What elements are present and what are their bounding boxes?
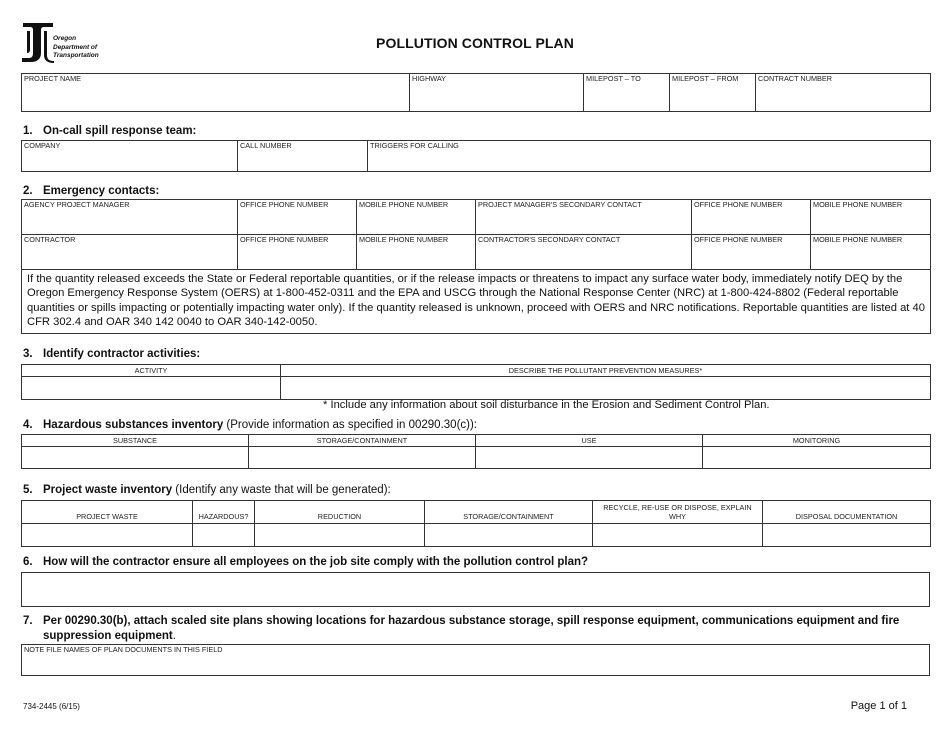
- milepost-from-field[interactable]: MILEPOST – FROM: [670, 74, 756, 112]
- recycle-cell[interactable]: [593, 524, 763, 547]
- section-2-number: 2.: [23, 185, 33, 197]
- contractor-office-phone-field[interactable]: OFFICE PHONE NUMBER: [238, 235, 357, 270]
- pm-office-phone-field[interactable]: OFFICE PHONE NUMBER: [238, 200, 357, 235]
- section-1-heading: [23, 125, 196, 137]
- call-number-field[interactable]: CALL NUMBER: [238, 141, 368, 172]
- contract-number-field[interactable]: CONTRACT NUMBER: [756, 74, 931, 112]
- section-2-heading: [23, 185, 159, 197]
- hazardous-cell[interactable]: [193, 524, 255, 547]
- contractor-secondary-contact-field[interactable]: CONTRACTOR'S SECONDARY CONTACT: [476, 235, 692, 270]
- triggers-field[interactable]: TRIGGERS FOR CALLING: [368, 141, 931, 172]
- monitoring-header: MONITORING: [703, 435, 931, 447]
- use-cell[interactable]: [476, 447, 703, 469]
- section-3-title: Identify contractor activities:: [43, 348, 201, 360]
- emergency-contacts-table: [21, 199, 931, 334]
- storage-cell[interactable]: [249, 447, 476, 469]
- section-5-heading: [23, 484, 391, 496]
- compliance-answer-field[interactable]: [21, 572, 930, 607]
- project-info-table: [21, 73, 931, 112]
- logo-line2: Department of: [53, 43, 98, 51]
- section-4-title: Hazardous substances inventory: [43, 419, 224, 431]
- activity-header: ACTIVITY: [22, 365, 281, 377]
- hazardous-substances-table: [21, 434, 931, 469]
- section-5-title: Project waste inventory: [43, 484, 173, 496]
- pm-secondary-mobile-phone-field[interactable]: MOBILE PHONE NUMBER: [811, 200, 931, 235]
- section-6-title: How will the contractor ensure all employees on the job site comply with the pollution control plan?: [43, 556, 589, 568]
- pm-secondary-contact-field[interactable]: PROJECT MANAGER'S SECONDARY CONTACT: [476, 200, 692, 235]
- section-7-number: 7.: [23, 615, 33, 627]
- logo-line1: Oregon: [53, 35, 77, 42]
- reduction-header: REDUCTION: [255, 501, 425, 524]
- section-3-heading: [23, 348, 200, 360]
- soil-disturbance-footnote: * Include any information about soil disturbance in the Erosion and Sediment Control Plan.: [323, 399, 770, 411]
- waste-storage-header: STORAGE/CONTAINMENT: [425, 501, 593, 524]
- section-4-heading: [23, 419, 477, 431]
- section-5-subtitle: (Identify any waste that will be generated):: [172, 484, 391, 496]
- use-header: USE: [476, 435, 703, 447]
- section-2-title: Emergency contacts:: [43, 185, 160, 197]
- milepost-to-field[interactable]: MILEPOST – TO: [584, 74, 670, 112]
- disposal-documentation-header: DISPOSAL DOCUMENTATION: [763, 501, 931, 524]
- section-4-subtitle: (Provide information as specified in 00290.30(c)):: [223, 419, 477, 431]
- section-3-number: 3.: [23, 348, 33, 360]
- company-field[interactable]: COMPANY: [22, 141, 238, 172]
- contractor-activities-table: [21, 364, 931, 400]
- contractor-secondary-mobile-phone-field[interactable]: MOBILE PHONE NUMBER: [811, 235, 931, 270]
- section-4-number: 4.: [23, 419, 33, 431]
- activity-cell[interactable]: [22, 377, 281, 400]
- contractor-mobile-phone-field[interactable]: MOBILE PHONE NUMBER: [357, 235, 476, 270]
- section-1-title: On-call spill response team:: [43, 125, 197, 137]
- section-7-heading: 7. Per 00290.30(b), attach scaled site plans showing locations for hazardous substance storage, spill response equipment, communications equipment and fire suppression equipment.: [23, 615, 900, 642]
- waste-storage-cell[interactable]: [425, 524, 593, 547]
- disposal-documentation-cell[interactable]: [763, 524, 931, 547]
- form-title: POLLUTION CONTROL PLAN: [376, 35, 574, 51]
- project-name-field[interactable]: PROJECT NAME: [22, 74, 410, 112]
- storage-header: STORAGE/CONTAINMENT: [249, 435, 476, 447]
- form-number: 734-2445 (6/15): [23, 702, 80, 711]
- contractor-field[interactable]: CONTRACTOR: [22, 235, 238, 270]
- highway-field[interactable]: HIGHWAY: [410, 74, 584, 112]
- hazardous-header: HAZARDOUS?: [193, 501, 255, 524]
- page-indicator: Page 1 of 1: [850, 700, 907, 712]
- logo-line3: Transportation: [53, 52, 99, 59]
- section-7-title: Per 00290.30(b), attach scaled site plans showing locations for hazardous substance storage, spill response equipment, communications equipment and fire suppression equipment: [43, 615, 900, 642]
- plan-documents-label: NOTE FILE NAMES OF PLAN DOCUMENTS IN THIS FIELD: [24, 645, 223, 654]
- project-waste-cell[interactable]: [22, 524, 193, 547]
- prevention-measures-header: DESCRIBE THE POLLUTANT PREVENTION MEASURES*: [281, 365, 931, 377]
- section-6-number: 6.: [23, 556, 33, 568]
- section-5-number: 5.: [23, 484, 33, 496]
- substance-header: SUBSTANCE: [22, 435, 249, 447]
- section-1-number: 1.: [23, 125, 33, 137]
- substance-cell[interactable]: [22, 447, 249, 469]
- waste-inventory-table: [21, 500, 931, 547]
- spill-response-table: [21, 140, 931, 172]
- project-waste-header: PROJECT WASTE: [22, 501, 193, 524]
- agency-pm-field[interactable]: AGENCY PROJECT MANAGER: [22, 200, 238, 235]
- pm-secondary-office-phone-field[interactable]: OFFICE PHONE NUMBER: [692, 200, 811, 235]
- prevention-measures-cell[interactable]: [281, 377, 931, 400]
- reduction-cell[interactable]: [255, 524, 425, 547]
- pm-mobile-phone-field[interactable]: MOBILE PHONE NUMBER: [357, 200, 476, 235]
- reporting-notice: If the quantity released exceeds the State or Federal reportable quantities, or if the release impacts or threatens to impact any surface water body, immediately notify DEQ by the Oregon Emergency Response System (OERS) at 1-800-452-0311 and the EPA and USCG through the National Response Center (NRC) at 1-800-424-8802 (Federal reportable quantities or spills impacting or potentially impacting water only). If the quantity released is unknown, proceed with OERS and NRC notifications. Reportable quantities are listed at 40 CFR 302.4 and OAR 340 142 0040 to OAR 340-142-0050.: [22, 270, 931, 334]
- monitoring-cell[interactable]: [703, 447, 931, 469]
- contractor-secondary-office-phone-field[interactable]: OFFICE PHONE NUMBER: [692, 235, 811, 270]
- section-6-heading: [23, 556, 588, 568]
- plan-documents-field[interactable]: [21, 644, 930, 676]
- recycle-header: RECYCLE, RE-USE OR DISPOSE, EXPLAIN WHY: [593, 501, 763, 524]
